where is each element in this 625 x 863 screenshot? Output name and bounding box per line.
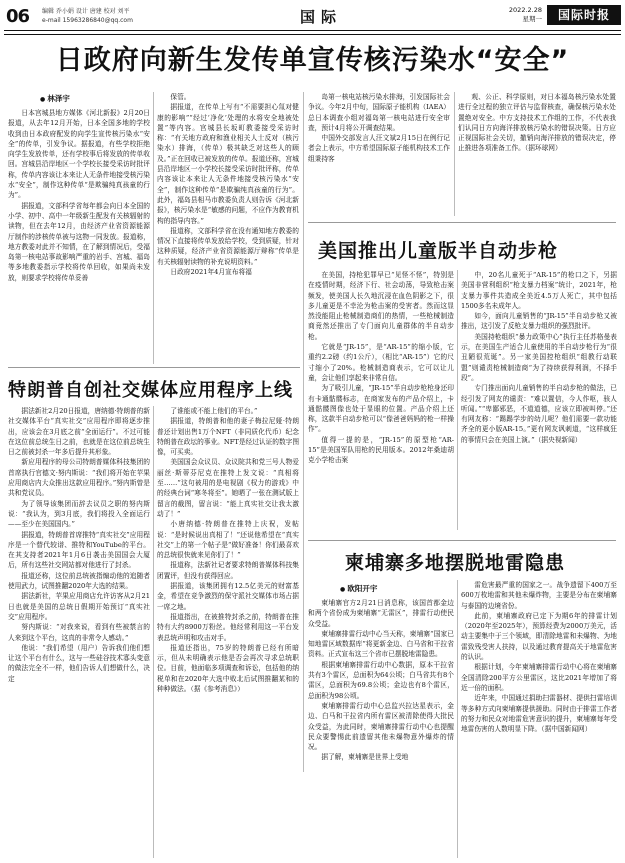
paragraph: 据报道，在传单上写有“不需要担心氚对健康的影响”“经过‘净化’处理的水将安全地被处置”等内容。宫城县长坂町教委接受采访时称：“有关地方政府和渔业相关人士反对（核污染水）排海，（传单）极其缺乏对这些人的顾及。”正在回收已被发放的传单。报道还称，宫城县沿岸地区一小学校长接受采访时批评称，传单内容该让本来让人无条件地接受核污染水“安全”，制作这种传单“是欺骗纯真孩童的行为”。此外，福岛县相马市教委负责人则告诉《河北新报》，核污染水是“敏感的问题，不应作为教育机构的指导内容。” (157, 103, 299, 225)
gun-article-headline: 美国推出儿童版半自动步枪 (318, 240, 559, 262)
paragraph: 它就是“JR-15”，是“AR-15”的缩小版，它重约2.2磅（约1公斤），（相比“AR-15”）它的尺寸缩小了20%。枪械制造商表示，它可以让儿童，会让他们享起来非常自信。 (308, 343, 454, 382)
page-number: 06 (6, 6, 30, 27)
paragraph: 如今，面向儿童销售的“JR-15”半自动步枪又被推出，这引发了反枪支暴力组织的强烈批评。 (461, 312, 617, 331)
column-divider (457, 580, 458, 858)
column-divider (303, 92, 304, 772)
lead-article-col1 (8, 108, 150, 361)
paragraph: 中，20名儿童死于“AR-15”的枪口之下，另据美国非营利组织“枪支暴力档案”统计，2021年，枪支暴力事件共造成全美近4.5万人死亡，其中包括1500多名未成年人。 (461, 271, 617, 310)
masthead-rule (4, 30, 621, 35)
paragraph: 美国国会众议员、众议院共和党三号人物爱丽丝·斯蒂芬尼克在推特上发文说：“真相将至……”这句被用的是电视剧《权力的游戏》中的经典台词“寒冬将至”。她晒了一张在测试版上留言的截图，留言说：“能上真实社交让我太激动了！” (157, 458, 299, 518)
lead-article-col4 (458, 92, 616, 216)
paragraph: 据法新社2月20日报道，唐纳德·特朗普的新社交媒体平台“真实社交”应用程序即将逐步推出，应该会在3月底之前“全面运行”。不过可能在这位前总统生日之前，也就是在这位前总统生日之前被封杀一年多后提升其形象。 (8, 407, 150, 457)
article-divider (8, 367, 300, 368)
paragraph: 根据柬埔寨排雷行动中心数据，原本干拉省共有3个雷区，总面积为64公顷；白马省共有8个雷区，总面积为69.8公顷；金边也有8个雷区，总面积为98公顷。 (308, 660, 454, 700)
lead-article-col2 (157, 92, 299, 374)
issue-date (496, 6, 542, 24)
paragraph: 为了吸引儿童，“JR-15”半自动步枪枪身还印有卡通骷髅标志，在商家发布的产品介绍上，卡通骷髅图像也处于显眼的位置。产品介绍上还称，这款半自动步枪可以“像爸爸妈妈的枪一样操作”。 (308, 384, 454, 434)
article-divider (308, 222, 616, 223)
lead-article-col3 (308, 92, 450, 216)
paragraph: 柬埔寨官方2月21日消息称，该国首都金边和两个省份成为柬埔寨“无雷区”，排雷行动使民众受益。 (308, 599, 454, 628)
paragraph: 新应用程序的母公司特朗普媒体科技集团的首席执行官德文·努内斯说：“我们将开始在苹果应用商店内大众推出这款应用程序。”努内斯曾是共和党议员。 (8, 458, 150, 498)
paragraph: 美国持枪组织“暴力政策中心”执行主任苏格曼表示，在美国生产适合儿童使用的半自动步枪行为“很丑陋很荒诞”。另一家美国控枪组织“组教行动联盟”则谴责枪械制造商“为了持续获得利润，不择手段”。 (461, 332, 617, 382)
paragraph: 据报道，特朗普和他的妻子梅拉尼娅·特朗普还计划出售1万个NFT（非同质化代币）纪念特朗普在政坛的事业。NFT是经过认证的数字图像，可买卖。 (157, 417, 299, 457)
date-text: 2022.2.28 (508, 6, 542, 14)
column-divider (153, 406, 154, 858)
trump-article-headline: 特朗普自创社交媒体应用程序上线 (8, 380, 293, 401)
paragraph: 为了领导该集团而辞去议员之职的努内斯说：“我认为，到3月底，我们将投入全面运行——至少在美国国内。” (8, 499, 150, 529)
trump-article-col1 (8, 406, 150, 858)
column-divider (457, 270, 458, 530)
cambodia-article-col2 (461, 580, 617, 858)
credits-names: 编辑 乔小娟 设计 唐建 校对 刘平 (42, 8, 130, 15)
paragraph: 了谁能或不能上他们的平台。” (170, 407, 258, 415)
credits-email: e-mail 15963286840@qq.com (42, 17, 133, 24)
paragraph: 保管。 (170, 93, 191, 101)
masthead (0, 0, 625, 34)
paragraph: 近年来，中国通过捐助扫雷器材、提供扫雷培训等多种方式向柬埔寨提供援助。同时由于排雷工作者的努力和民众对地雷危害意识的提升，柬埔寨每年受地雷伤害的人数明显下降。（据中国新闻网） (461, 694, 617, 734)
paragraph: 日本宫城县地方媒体《河北新报》2月20日报道，从去年12月开始，日本全国多地的学校收到由日本政府配发的向学生宣传核污染水“安全”的传单，引发争议。据报道，有些学校拒绝向学生发放传单，还有学校事后将发放的传单收回。宫城县沿岸地区一个学校长接受采访时批评称，传单内容该让本来让人无条件地接受核污染水“安全”，制作这种传单“是欺骗纯真孩童的行为”。 (8, 109, 150, 200)
paragraph: 柬埔寨排雷行动中心当天称，柬埔寨“国家已知地雷区域数据库”将更新金边、白马省和干拉省资料。正式宣布这三个省市已摆脱地雷隐患。 (308, 629, 454, 659)
lead-headline: 日政府向新生发传单宣传核污染水“安全” (55, 45, 570, 76)
paragraph: 努内斯说：“对我来说，看到有些被禁言的人来到这个平台，这真的非常令人感动。” (8, 623, 150, 642)
paragraph: 据报道，文部科学省每年都会向日本全国的小学、初中、高中一年级新生配发有关核辐射的读物，但在去年12月，由经济产业省资源能源厅制作的涉核传单被与这物一同发放。报道称，地方教委对此并不知情，在了解到情况后，受福岛第一核电站事故影响严重的岩手、宫城、福岛等多地教委指示学校将传单回收，如果尚未发放，则要求学校将传单妥善 (8, 201, 150, 282)
paragraph: 据报道，特朗普首席推特“真实社交”应用程序是一个替代较谱、推特和YouTube的平台。在其支持者2021年1月6日袭击美国国会大厦后，所有这些社交网站都对他进行了封杀。 (8, 530, 150, 570)
paragraph: 报道还指出，75岁的特朗普已经有所暗示，但从未明确表示他是否会再次寻求总统职位。目前，他面临多项调查和诉讼，包括他的纳税单和在2020年大选中败北后试图推翻某和的种种做法。（据《参考消息》） (157, 643, 299, 694)
paragraph: 在美国，持枪犯罪早已“见怪不怪”，特别是在疫情时期，经济下行、社会动荡，导致枪击案频发，使美国人长久地沉浸在血色阴影之下，很多儿童更是不幸沦为枪击案的受害者。然而这显然没能阻止枪械制造商们的热情，一些枪械制造商竟然还推出了专门面向儿童群体的半自动步枪。 (308, 271, 454, 341)
paragraph: 据报道，该集团拥有12.5亿美元的财富基金，希望在竞争激烈的保守派社交媒体市场占据一席之地。 (157, 582, 299, 611)
gun-article-col2 (461, 270, 617, 532)
paragraph: 岛第一核电站核污染水排海，引发国际社会争议。今年2月中旬，国际原子能机构（IAEA）总日本调查小组对福岛第一核电站进行安全审查，预计4月将公开调查结果。 (308, 93, 450, 132)
paragraph: 他说：“我们希望（用户）告诉我们他们想让这个平台有什么，这与一些硅谷技术寡头变意的做法完全不一样，他们告诉人们想做什么，决定 (8, 643, 150, 683)
section-title: 国际 (300, 8, 343, 26)
lead-author: ● 林泽宇 (40, 93, 70, 104)
paragraph: 中国外交部发言人汪文斌2月15日在例行记者会上表示，中方希望国际原子能机构技术工作组秉持客 (308, 134, 450, 163)
cambodia-article-col1 (308, 598, 454, 858)
paragraph: 据法新社，苹果应用商店允许访客从2月21日也就是美国的总统日假期开始预订“真实社交”应用程序。 (8, 592, 150, 621)
paragraph: 柬埔寨排雷行动中心总监兴拉达星表示，金边、白马和干拉省内所有雷区被清除使得大批民众受益，为此同时，柬埔寨排雷行动中心也提醒民众要警惕此前遗留其他未爆物意外爆炸的情况。 (308, 701, 454, 752)
trump-article-col2 (157, 406, 299, 858)
paragraph: 专门推出面向儿童销售的半自动步枪的做法，已经引发了网友的谴责：“难以置信，今人作呕，骇人听闻。”“卑鄙邪恶，不道道德，应该立即被叫停。”还有网友称：“踢踢学步的幼儿呢？他们需要一款功能齐全的更小版AR-15。”更有网友讽刺道，“这样疯狂的事情只会在美国上演。”（据央视新闻） (461, 384, 617, 444)
paragraph: 值得一提的是，“JR-15”的原型枪“AR-15”是美国军队用枪的民用版本。2012年桑迪胡克小学枪击案 (308, 435, 454, 465)
column-divider (153, 92, 154, 364)
paragraph: 小唐纳德·特朗普在推特上庆祝，发帖说：“是时候说出真相了！”还说他希望在“真实社交”上的第一个帖子是“做好准备！你们最喜欢的总统很快就来见你们了！” (157, 520, 299, 560)
paragraph: 观、公正、科学原则，对日本福岛核污染水处置进行全过程的独立评估与监督核查，确保核污染水处置绝对安全。中方支持技术工作组的工作，不代表我们认同日方向海洋排放核污染水的错误决策。日方应正视国际社会关切，撤销向海洋排放的错误决定，停止推进各项准备工作。（据环球网） (458, 93, 616, 153)
paragraph: 据了解，柬埔寨是世界上受地 (321, 753, 409, 762)
paragraph: 此前，柬埔寨政府已定下为期6年的排雷计划（2020年至2025年），预算经费为2000万美元，活动主要集中于三个领域，即清除地雷和未爆物、为地雷致残受害人扶持，以及通过教育提高关于地雷危害的认识。 (461, 611, 617, 662)
paper-logo: 国际时报 (547, 5, 621, 25)
paragraph: 报道还称，这位前总统被指煽动他的追随者使用武力，试图推翻2020年大选的结果。 (8, 571, 150, 591)
paragraph: 雷危害最严重的国家之一。战争遗留下400万至600万枚地雷和其他未爆炸物，主要是分布在柬埔寨与泰国的边境省份。 (461, 581, 617, 610)
column-divider (454, 92, 455, 216)
paragraph: 报道称，文部科学省在没有通知地方教委的情况下直接将传单发放给学校，受到质疑，针对这种质疑，经济产业省资源能源厅辩称“传单是有关核辐射读物的补充说明资料。” (157, 226, 299, 266)
paragraph: 根据计划，今年柬埔寨排雷行动中心将在柬埔寨全国清除200平方公里雷区，这比2021年增加了将近一倍的面积。 (461, 663, 617, 692)
paragraph: 日政府2021年4月宣布将福 (170, 268, 252, 277)
paragraph: 报道指出，在被推特封杀之前，特朗普在推特有大约8900万粉丝。他经常利用这一平台发表总统声明和攻击对手。 (157, 612, 299, 642)
editor-credits (42, 7, 212, 25)
weekday-text: 星期一 (522, 15, 542, 23)
gun-article-col1 (308, 270, 454, 522)
paragraph: 报道称，法新社记者要求特朗普媒体科技集团置评，但没有获得回应。 (157, 561, 299, 580)
article-divider (308, 540, 616, 541)
cambodia-article-headline: 柬埔寨多地摆脱地雷隐患 (345, 552, 566, 574)
cambodia-author: ● 欧阳开宇 (340, 583, 377, 594)
